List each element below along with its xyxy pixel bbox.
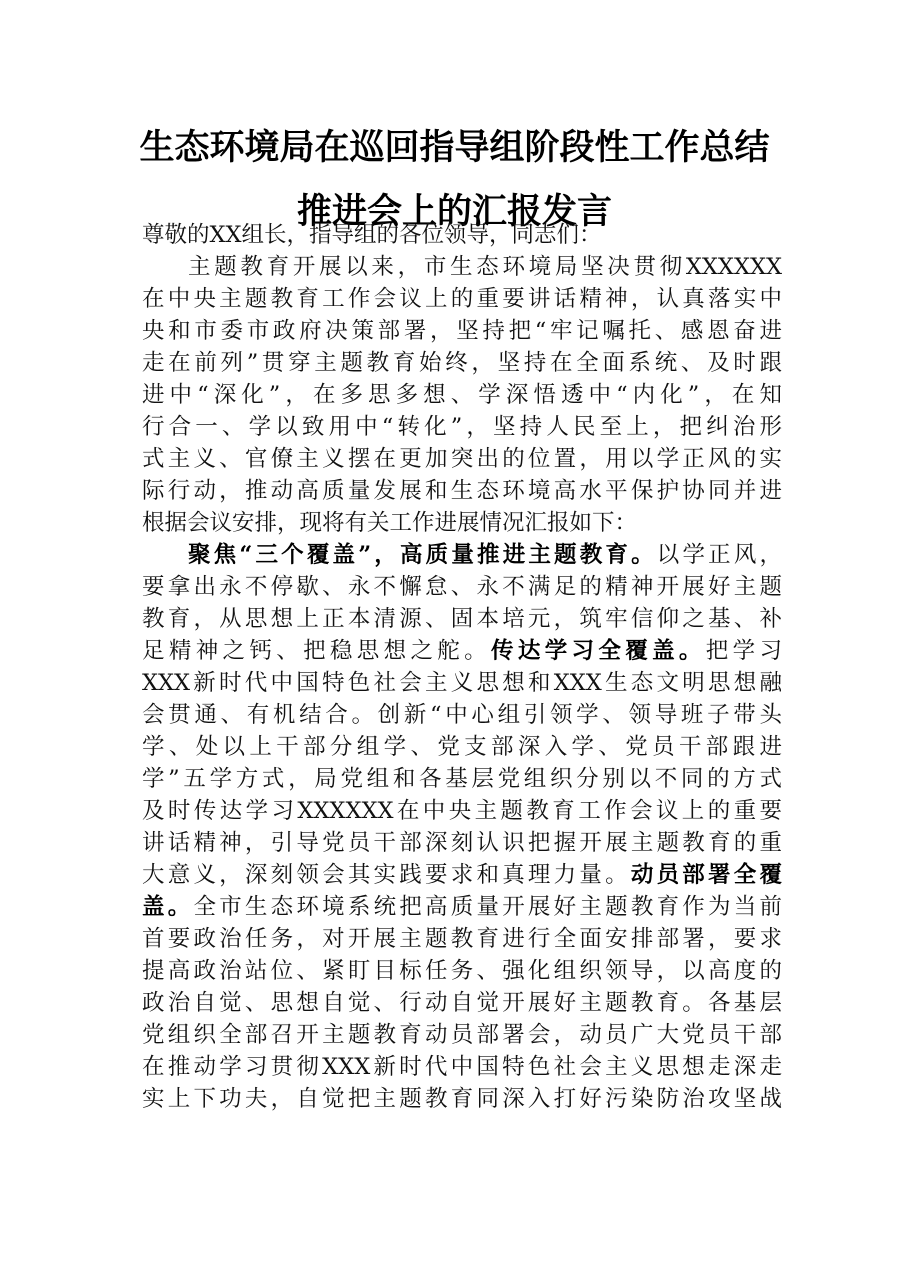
paragraph-2-line: 学、处以上干部分组学、党支部深入学、党员干部跟进: [142, 734, 782, 760]
document-title-line-2: 推进会上的汇报发言: [296, 191, 612, 232]
paragraph-2-text: 以学正风，: [656, 542, 782, 568]
paragraph-2-text: 全市生态环境系统把高质量开展好主题教育作为当前: [193, 894, 782, 920]
paragraph-2-line: 要拿出永不停歇、永不懈怠、永不满足的精神开展好主题: [142, 574, 782, 600]
paragraph-1-line: 式主义、官僚主义摆在更加突出的位置，用以学正风的实: [142, 446, 782, 472]
paragraph-1-line: 在中央主题教育工作会议上的重要讲话精神，认真落实中: [142, 286, 782, 312]
paragraph-2-line: 教育，从思想上正本清源、固本培元，筑牢信仰之基、补: [142, 606, 782, 632]
paragraph-1-line: 主题教育开展以来，市生态环境局坚决贯彻XXXXXX: [188, 254, 782, 280]
subheading: 盖。: [142, 894, 194, 920]
paragraph-1-line: 进中“深化”，在多思多想、学深悟透中“内化”，在知: [142, 382, 782, 408]
paragraph-2-line: [142, 859, 782, 891]
paragraph-2-line: 在推动学习贯彻XXX新时代中国特色社会主义思想走深走: [142, 1054, 782, 1080]
paragraph-2-line: 政治自觉、思想自觉、行动自觉开展好主题教育。各基层: [142, 990, 782, 1016]
paragraph-2-line: [142, 539, 782, 571]
paragraph-2-text: 足精神之钙、把稳思想之舵。: [142, 638, 491, 664]
paragraph-1-line: 根据会议安排，现将有关工作进展情况汇报如下：: [142, 510, 638, 536]
paragraph-2-line: XXX新时代中国特色社会主义思想和XXX生态文明思想融: [142, 670, 782, 696]
paragraph-2-line: 会贯通、有机结合。创新“中心组引领学、领导班子带头: [142, 702, 782, 728]
paragraph-2-text: 把学习: [705, 638, 782, 664]
paragraph-1-line: 走在前列”贯穿主题教育始终，坚持在全面系统、及时跟: [142, 350, 782, 376]
section-heading: 聚焦“三个覆盖”，高质量推进主题教育。: [188, 542, 657, 568]
paragraph-2-line: 提高政治站位、紧盯目标任务、强化组织领导，以高度的: [142, 958, 782, 984]
paragraph-2-line: 首要政治任务，对开展主题教育进行全面安排部署，要求: [142, 926, 782, 952]
paragraph-2-line: 讲话精神，引导党员干部深刻认识把握开展主题教育的重: [142, 830, 782, 856]
paragraph-2-line: [142, 891, 782, 923]
document-body: [142, 219, 782, 1115]
document-title-line-1: 生态环境局在巡回指导组阶段性工作总结: [139, 127, 770, 168]
paragraph-2-line: [142, 635, 782, 667]
paragraph-1-line: 央和市委市政府决策部署，坚持把“牢记嘱托、感恩奋进: [142, 318, 782, 344]
paragraph-2-line: 党组织全部召开主题教育动员部署会，动员广大党员干部: [142, 1022, 782, 1048]
paragraph-2-line: 及时传达学习XXXXXX在中央主题教育工作会议上的重要: [142, 798, 782, 824]
salutation: 尊敬的XX组长，指导组的各位领导，同志们：: [142, 222, 602, 248]
paragraph-2-line: 学”五学方式，局党组和各基层党组织分别以不同的方式: [142, 766, 782, 792]
subheading: 传达学习全覆盖。: [491, 638, 706, 664]
paragraph-1-line: 际行动，推动高质量发展和生态环境高水平保护协同并进: [142, 478, 782, 504]
paragraph-1-line: 行合一、学以致用中“转化”，坚持人民至上，把纠治形: [142, 414, 782, 440]
subheading: 动员部署全覆: [630, 862, 782, 888]
paragraph-1: [142, 251, 782, 539]
paragraph-2: [142, 539, 782, 1115]
paragraph-2-line: 实上下功夫，自觉把主题教育同深入打好污染防治攻坚战: [142, 1086, 782, 1112]
paragraph-2-text: 大意义，深刻领会其实践要求和真理力量。: [142, 862, 631, 888]
